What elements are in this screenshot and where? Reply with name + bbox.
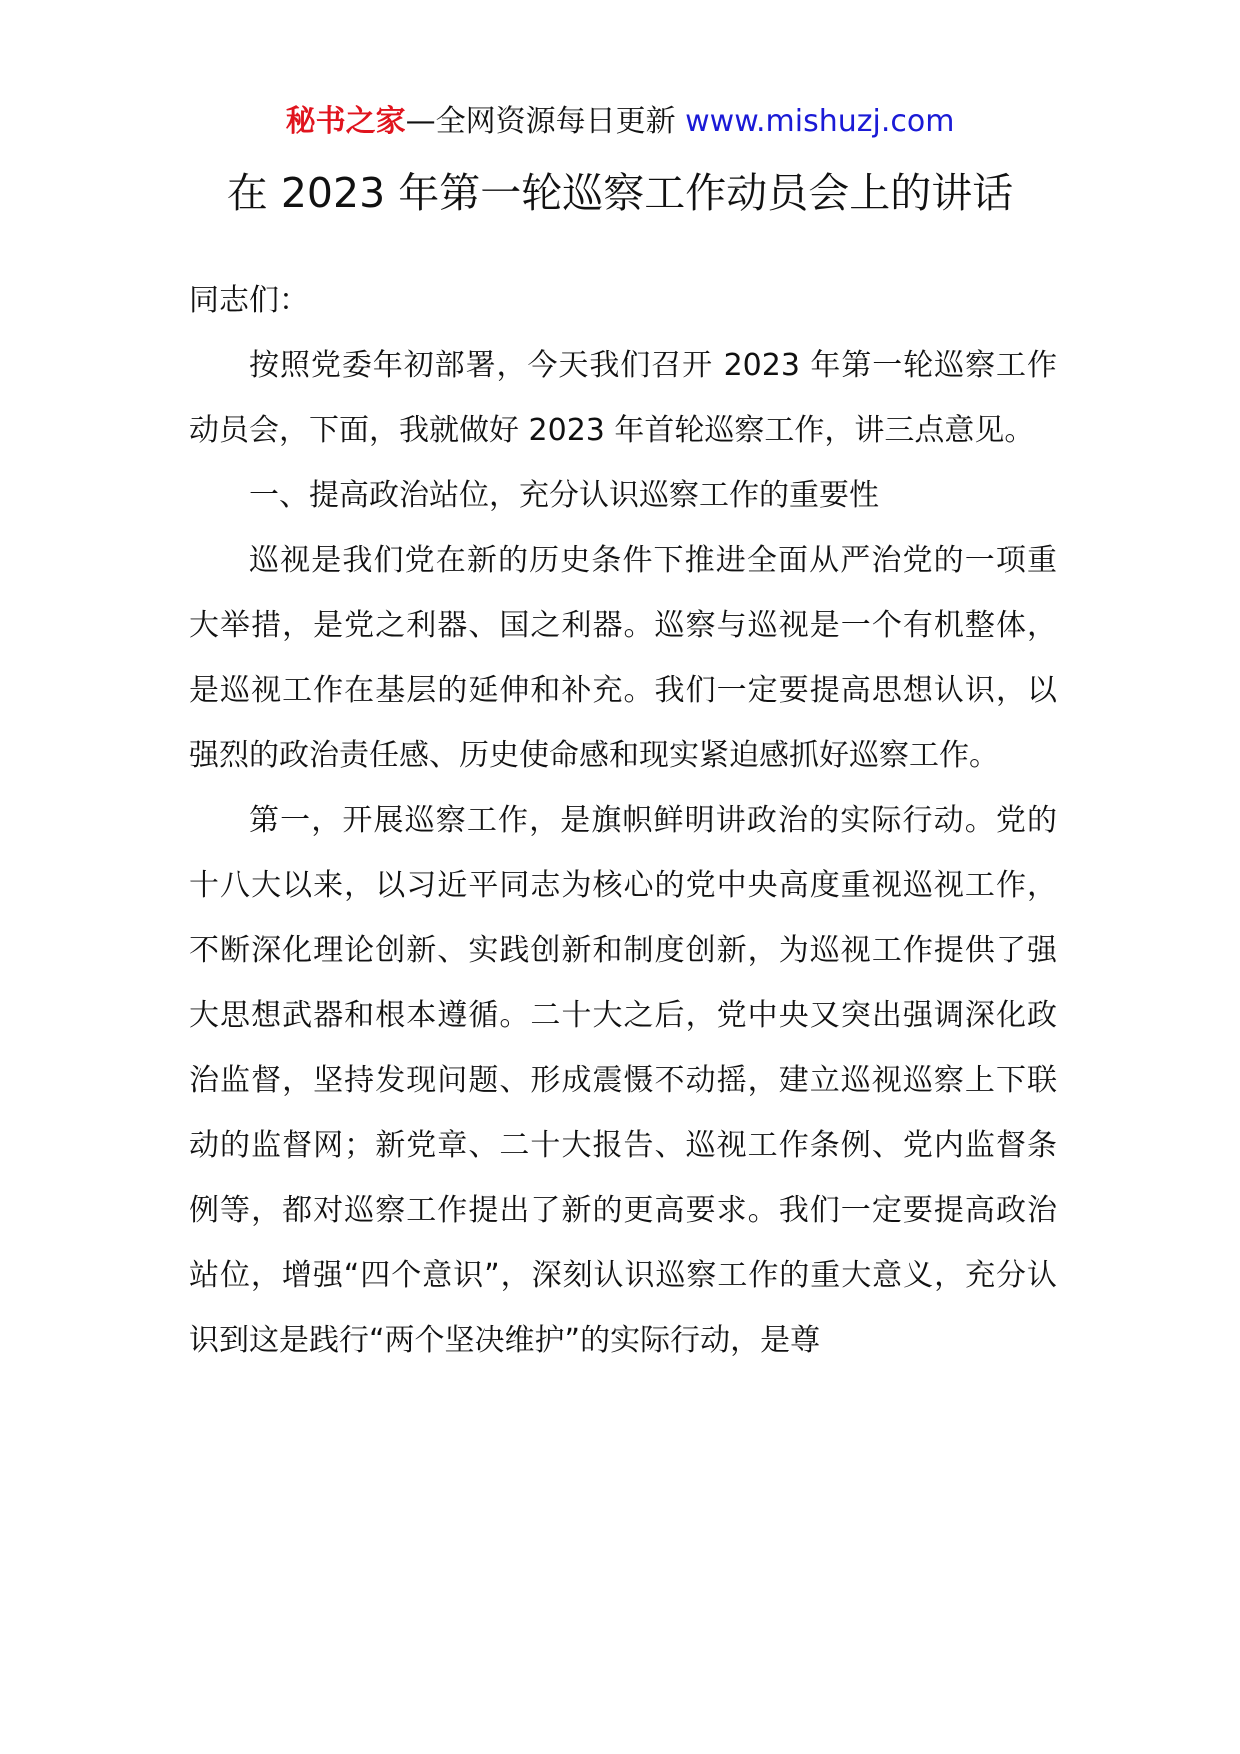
- document-body: [189, 268, 1057, 1373]
- site-brand-name: 秘书之家: [285, 104, 406, 139]
- body-paragraph: 按照党委年初部署，今天我们召开 2023 年第一轮巡察工作动员会，下面，我就做好 2023 年首轮巡察工作，讲三点意见。: [189, 348, 1057, 448]
- salutation: 同志们：: [189, 283, 309, 318]
- site-url-link[interactable]: www.mishuzj.com: [685, 104, 955, 139]
- site-slogan: —全网资源每日更新: [405, 104, 686, 139]
- site-watermark-header: [0, 102, 1240, 142]
- document-title: 在 2023 年第一轮巡察工作动员会上的讲话: [226, 169, 1014, 217]
- section-heading: 一、提高政治站位，充分认识巡察工作的重要性: [249, 478, 879, 513]
- body-paragraph: 第一，开展巡察工作，是旗帜鲜明讲政治的实际行动。党的十八大以来，以习近平同志为核心的党中央高度重视巡视工作，不断深化理论创新、实践创新和制度创新，为巡视工作提供了强大思想武器和根本遵循。二十大之后，党中央又突出强调深化政治监督，坚持发现问题、形成震慑不动摇，建立巡视巡察上下联动的监督网；新党章、二十大报告、巡视工作条例、党内监督条例等，都对巡察工作提出了新的更高要求。我们一定要提高政治站位，增强“四个意识”，深刻认识巡察工作的重大意义，充分认识到这是践行“两个坚决维护”的实际行动，是尊: [189, 803, 1057, 1358]
- body-paragraph: 巡视是我们党在新的历史条件下推进全面从严治党的一项重大举措，是党之利器、国之利器。巡察与巡视是一个有机整体，是巡视工作在基层的延伸和补充。我们一定要提高思想认识，以强烈的政治责任感、历史使命感和现实紧迫感抓好巡察工作。: [189, 543, 1057, 773]
